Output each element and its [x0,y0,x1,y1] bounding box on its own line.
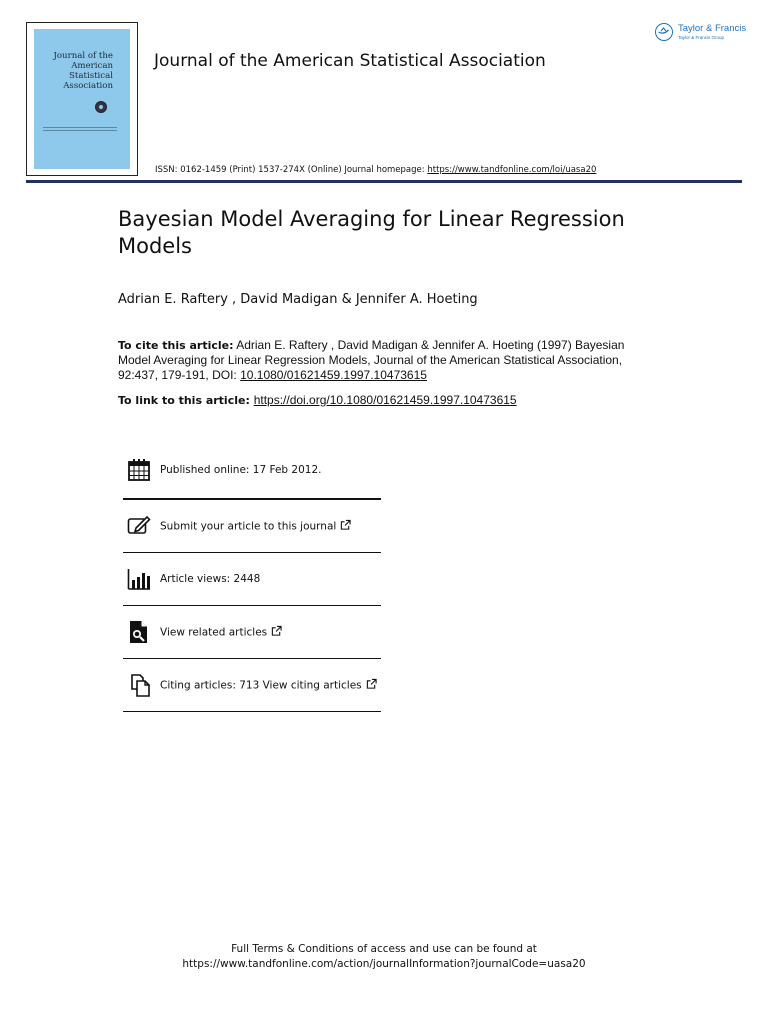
link-block [118,393,517,407]
article-authors: Adrian E. Raftery , David Madigan & Jennifer A. Hoeting [118,292,478,307]
cite-doi-link[interactable]: 10.1080/01621459.1997.10473615 [240,368,427,382]
citing-row[interactable] [123,659,381,712]
journal-cover [26,22,138,176]
terms-footer [0,942,768,972]
publisher-subname: Taylor & Francis Group [678,35,725,40]
related-label: View related articles [160,626,268,639]
cover-title-line: Journal of the [53,51,113,61]
publisher-logo[interactable] [655,22,745,46]
related-articles-link[interactable] [160,626,282,639]
cover-title-line: American [71,61,113,71]
cover-background [34,29,130,169]
article-doi-link[interactable]: https://doi.org/10.1080/01621459.1997.10473615 [253,393,517,407]
calendar-icon [127,458,151,482]
citation-block [118,338,638,383]
published-date: Published online: 17 Feb 2012. [160,464,322,476]
submit-article-link[interactable] [160,520,351,533]
cover-title-line: Association [63,81,113,91]
related-row[interactable] [123,606,381,659]
published-row [123,442,381,500]
journal-name: Journal of the American Statistical Association [154,51,546,71]
issn-text: ISSN: 0162-1459 (Print) 1537-274X (Online) Journal homepage: [155,165,428,175]
views-row [123,553,381,606]
cite-label: To cite this article: [118,339,234,352]
citing-label: Citing articles: 713 View citing articles [160,679,362,692]
external-link-icon [271,626,282,637]
seal-icon [95,101,107,113]
publisher-logo-icon [655,23,673,41]
article-views: Article views: 2448 [160,573,261,585]
bar-chart-icon [127,567,151,591]
cover-title [41,51,113,91]
terms-text: Full Terms & Conditions of access and use can be found at [231,943,537,955]
search-document-icon [127,620,151,644]
cover-title-line: Statistical [69,71,113,81]
cite-text: Adrian E. Raftery , David Madigan & Jennifer A. Hoeting (1997) Bayesian Model Averaging for Linear Regression Models, Journal of the American Statistical Association, 92:437, 179-191, DOI: [118,338,625,382]
issn-line [155,165,596,175]
submit-label: Submit your article to this journal [160,520,337,533]
submit-row[interactable] [123,500,381,553]
external-link-icon [366,679,377,690]
citing-articles-link[interactable] [160,679,377,692]
link-label: To link to this article: [118,394,254,407]
cover-footer-line [43,127,117,131]
external-link-icon [340,520,351,531]
journal-homepage-link[interactable]: https://www.tandfonline.com/loi/uasa20 [427,165,597,175]
publisher-name: Taylor & Francis [678,23,747,34]
article-title: Bayesian Model Averaging for Linear Regression Models [118,207,625,258]
terms-url[interactable]: https://www.tandfonline.com/action/journalInformation?journalCode=uasa20 [182,958,586,970]
header-rule [26,180,742,183]
copy-documents-icon [127,673,151,697]
edit-icon [127,514,151,538]
